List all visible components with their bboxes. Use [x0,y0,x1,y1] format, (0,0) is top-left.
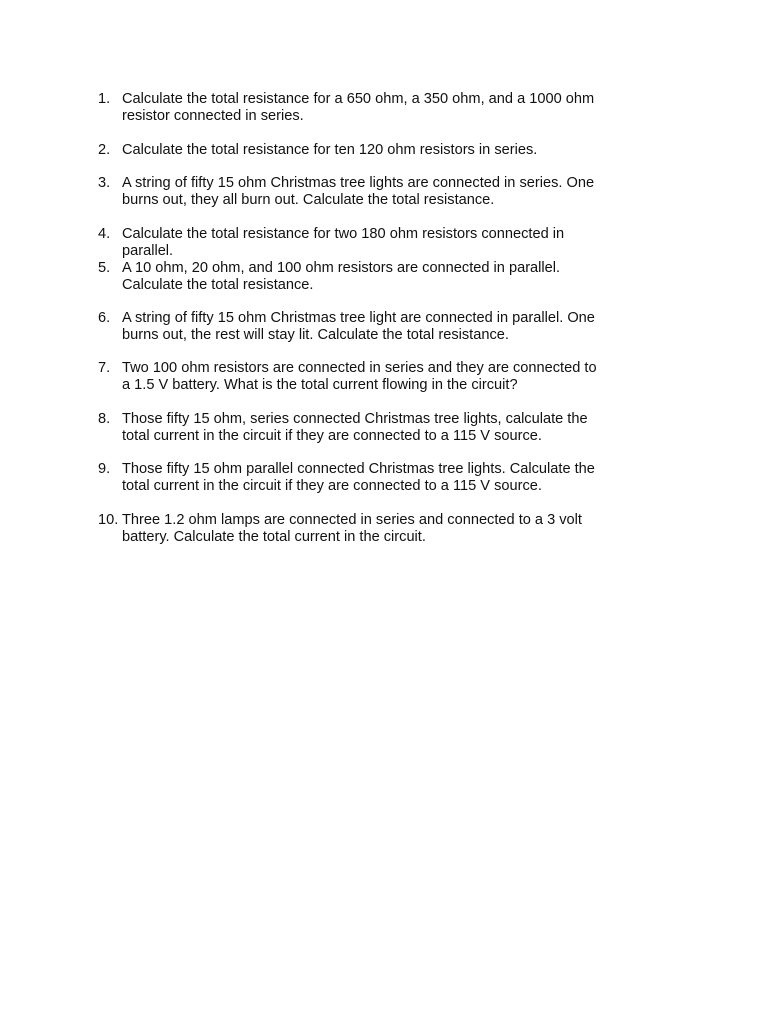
question-text: Those fifty 15 ohm parallel connected Christmas tree lights. Calculate the total current in the circuit if they are connected to a 115 V source. [122,461,595,494]
question-number: 9. [98,461,111,477]
question-text: A string of fifty 15 ohm Christmas tree light are connected in parallel. One burns out, the rest will stay lit. Calculate the total resistance. [122,310,595,343]
question-text: A 10 ohm, 20 ohm, and 100 ohm resistors are connected in parallel. Calculate the total resistance. [122,260,561,293]
question-number: 6. [98,310,111,326]
question-text: Calculate the total resistance for two 180 ohm resistors connected in parallel. [122,226,565,259]
question-number: 10. [98,512,119,528]
question-number: 2. [98,142,111,158]
question-number: 7. [98,360,111,376]
question-text: A string of fifty 15 ohm Christmas tree lights are connected in series. One burns out, they all burn out. Calculate the total resistance. [122,175,595,208]
question-text: Those fifty 15 ohm, series connected Christmas tree lights, calculate the total current in the circuit if they are connected to a 115 V source. [122,411,588,444]
question-number: 8. [98,411,111,427]
question-text: Two 100 ohm resistors are connected in series and they are connected to a 1.5 V battery. What is the total current flowing in the circuit? [122,360,597,393]
question-number: 5. [98,260,111,276]
question-text: Calculate the total resistance for a 650 ohm, a 350 ohm, and a 1000 ohm resistor connected in series. [122,91,595,124]
question-text: Three 1.2 ohm lamps are connected in series and connected to a 3 volt battery. Calculate the total current in the circuit. [122,512,582,545]
question-number: 1. [98,91,111,107]
question-number: 4. [98,226,111,242]
question-number: 3. [98,175,111,191]
question-text: Calculate the total resistance for ten 120 ohm resistors in series. [122,142,538,158]
